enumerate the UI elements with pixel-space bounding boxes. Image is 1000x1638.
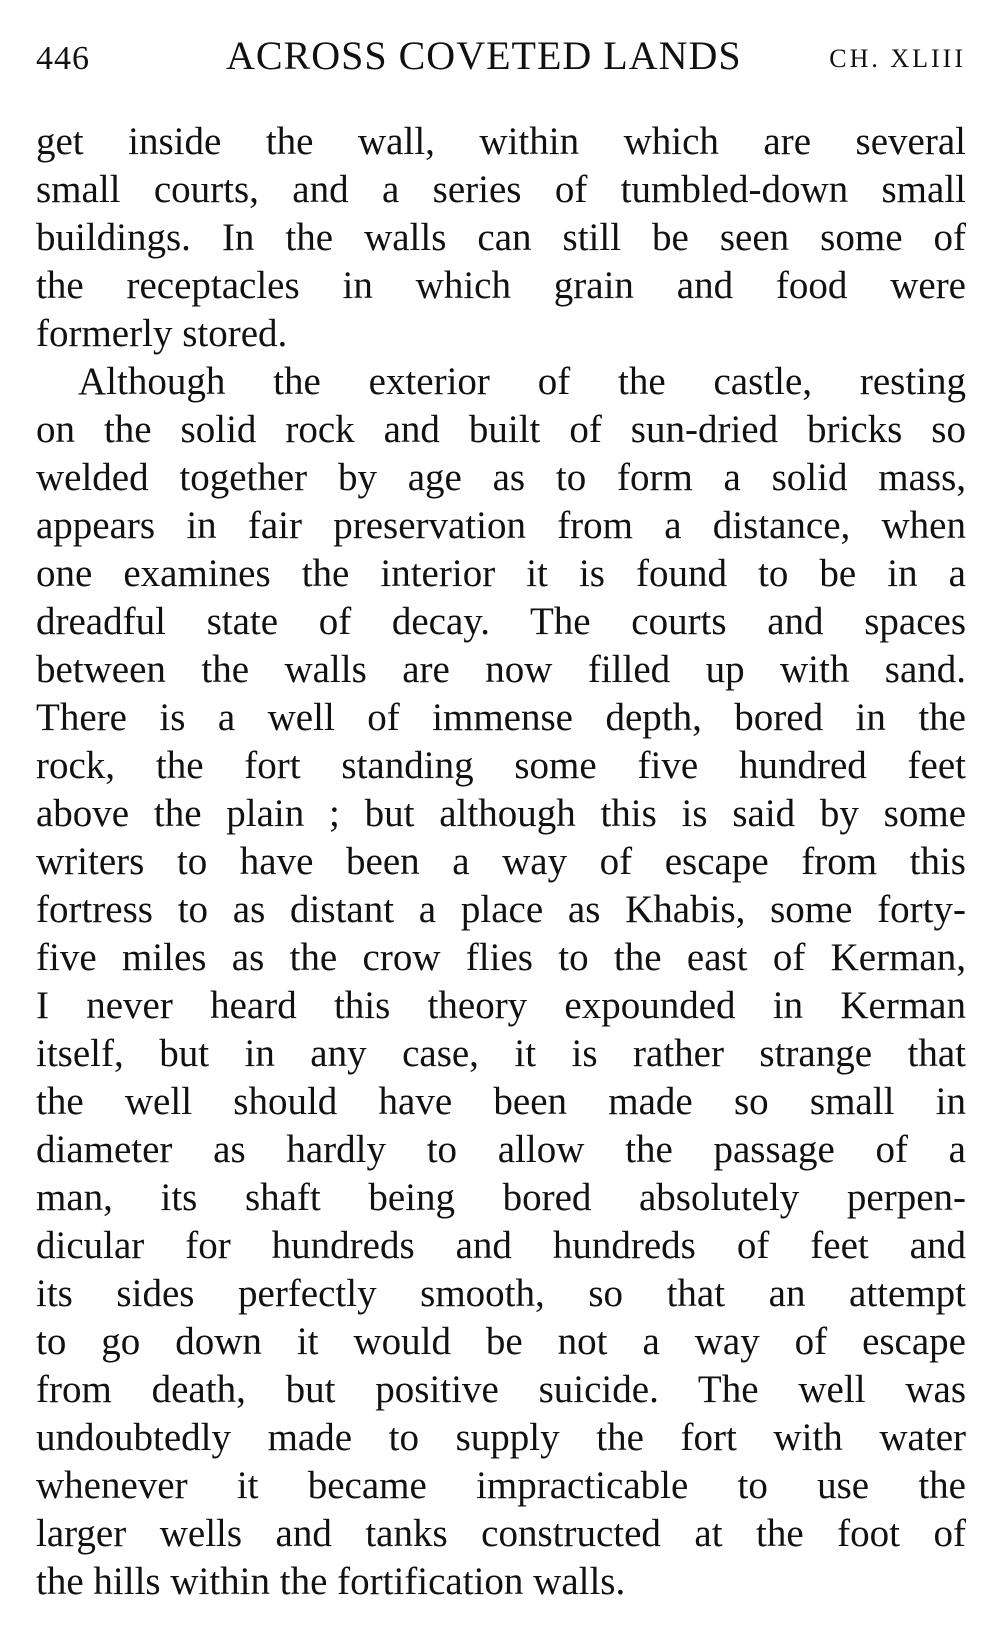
running-head (36, 32, 966, 82)
text-line: on the solid rock and built of sun-dried bricks so (36, 408, 966, 451)
text-line: There is a well of immense depth, bored in the (36, 696, 966, 739)
text-line: buildings. In the walls can still be seen some of (36, 216, 966, 259)
text-line: get inside the wall, within which are several (36, 120, 966, 163)
book-title: ACROSS COVETED LANDS (226, 33, 742, 78)
text-line: from death, but positive suicide. The well was (36, 1368, 966, 1411)
text-line: appears in fair preservation from a distance, when (36, 504, 966, 547)
text-line: fortress to as distant a place as Khabis, some forty- (36, 888, 966, 931)
chapter-reference: CH. XLIII (829, 44, 966, 73)
paragraph (36, 118, 966, 358)
text-line: diameter as hardly to allow the passage of a (36, 1128, 966, 1171)
page-number: 446 (36, 40, 90, 77)
text-line: its sides perfectly smooth, so that an attempt (36, 1272, 966, 1315)
text-line: dicular for hundreds and hundreds of feet and (36, 1224, 966, 1267)
paragraph (36, 358, 966, 1606)
text-line: formerly stored. (36, 312, 288, 355)
text-line: writers to have been a way of escape from this (36, 840, 966, 883)
text-line: above the plain ; but although this is said by some (36, 792, 966, 835)
text-line: undoubtedly made to supply the fort with water (36, 1416, 966, 1459)
text-line: the receptacles in which grain and food were (36, 264, 966, 307)
body-text (36, 118, 966, 1606)
text-line: I never heard this theory expounded in Kerman (36, 984, 966, 1027)
text-line: dreadful state of decay. The courts and spaces (36, 600, 966, 643)
text-line: the well should have been made so small in (36, 1080, 966, 1123)
text-line: five miles as the crow flies to the east of Kerman, (36, 936, 966, 979)
text-line: welded together by age as to form a solid mass, (36, 456, 966, 499)
text-line: itself, but in any case, it is rather strange that (36, 1032, 966, 1075)
text-line: whenever it became impracticable to use the (36, 1464, 966, 1507)
text-line: between the walls are now filled up with sand. (36, 648, 966, 691)
text-line: small courts, and a series of tumbled-down small (36, 168, 966, 211)
text-line: the hills within the fortification walls. (36, 1560, 626, 1603)
text-line: one examines the interior it is found to be in a (36, 552, 966, 595)
text-line: to go down it would be not a way of escape (36, 1320, 966, 1363)
text-line: Although the exterior of the castle, resting (78, 360, 966, 403)
text-line: rock, the fort standing some five hundred feet (36, 744, 966, 787)
text-line: man, its shaft being bored absolutely perpen- (36, 1176, 966, 1219)
text-line: larger wells and tanks constructed at the foot of (36, 1512, 966, 1555)
